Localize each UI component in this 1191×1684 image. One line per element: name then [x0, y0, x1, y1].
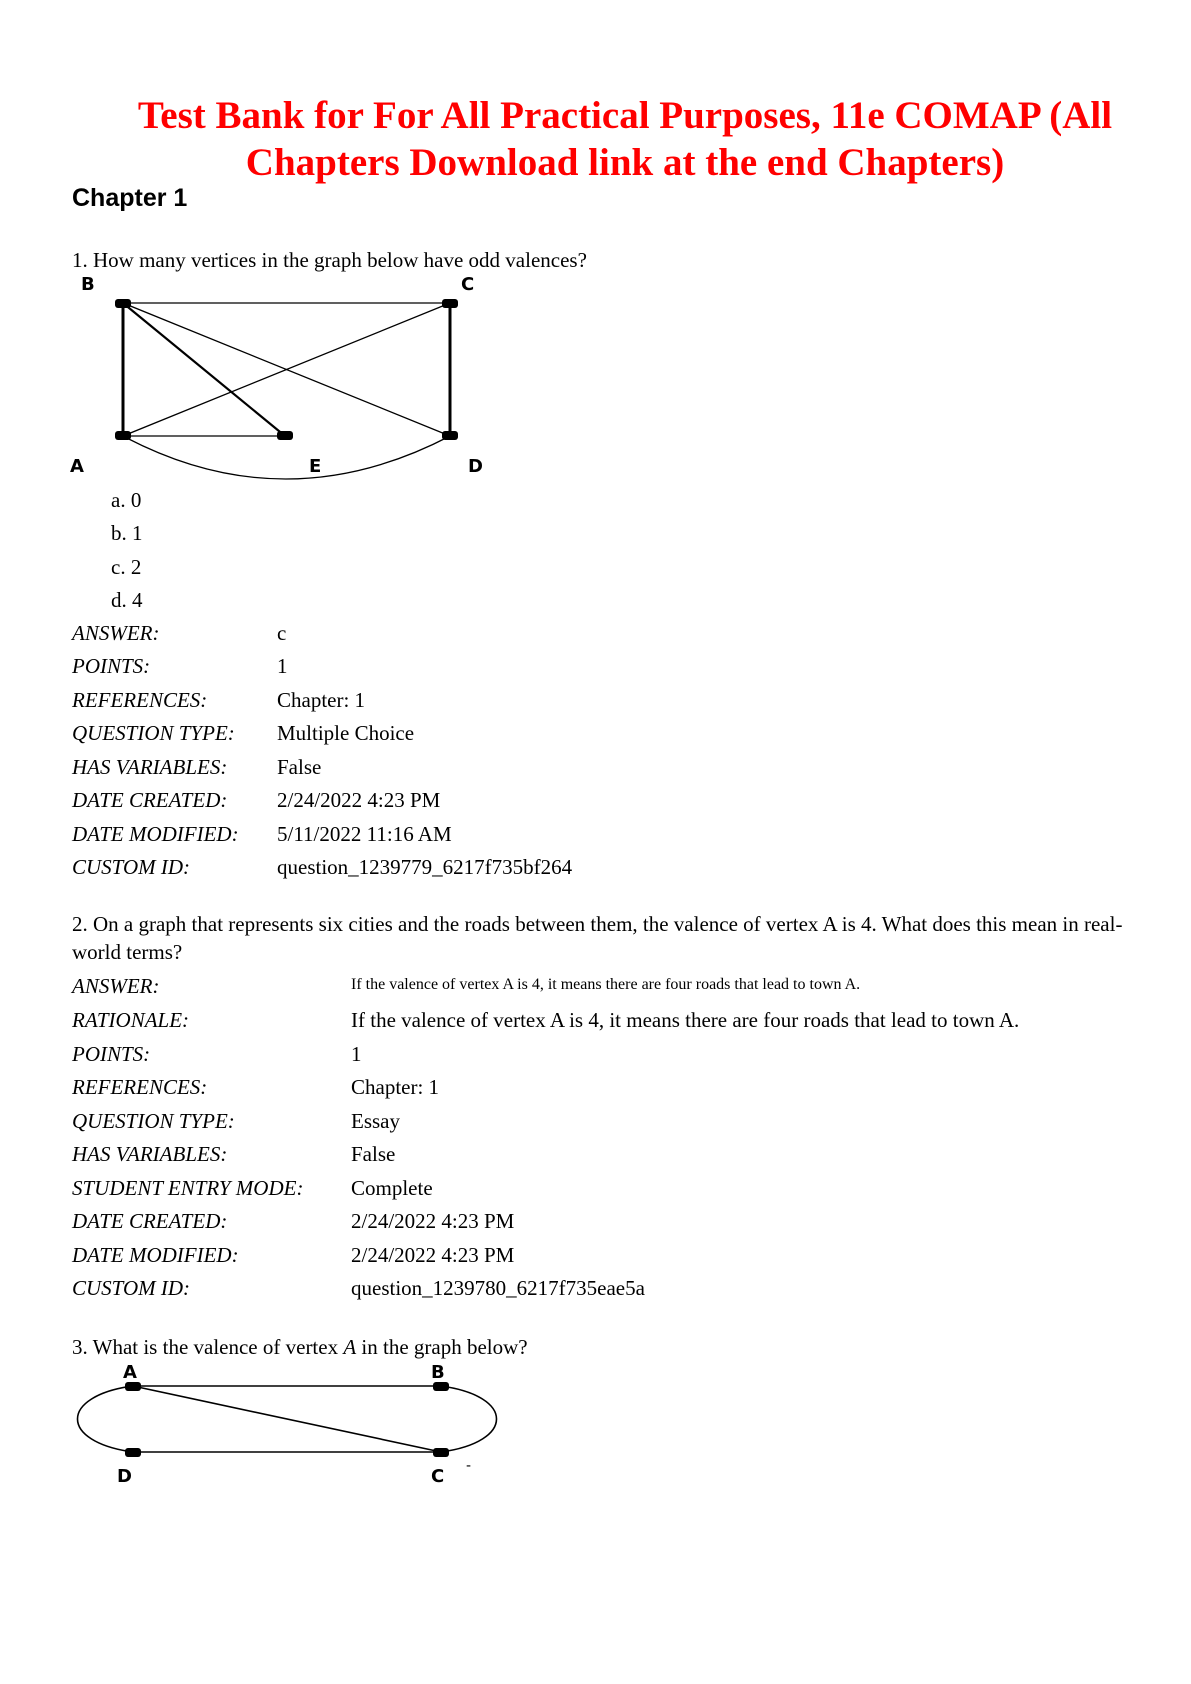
- edge-b-c-arc: [441, 1386, 497, 1452]
- question-1-option-d: d. 4: [111, 588, 143, 612]
- meta-value: Chapter: 1: [277, 688, 366, 712]
- vertex-label-c: C: [461, 274, 475, 295]
- vertex-label-b: B: [81, 274, 95, 295]
- question-3-text: [72, 1333, 528, 1361]
- meta-value: 1: [351, 1042, 362, 1066]
- vertex-a: [125, 1382, 141, 1391]
- vertex-c: [442, 299, 458, 308]
- vertex-b: [433, 1382, 449, 1391]
- vertex-a: [115, 431, 131, 440]
- meta-value: Complete: [351, 1176, 433, 1200]
- meta-value: 1: [277, 654, 288, 678]
- vertex-d: [442, 431, 458, 440]
- vertex-label-b: B: [431, 1362, 445, 1383]
- vertex-label-d: D: [117, 1466, 132, 1487]
- meta-key: DATE CREATED:: [72, 788, 228, 812]
- question-1-option-b: b. 1: [111, 521, 143, 545]
- meta-key: DATE MODIFIED:: [72, 1243, 239, 1267]
- question-3-text-end: in the graph below?: [356, 1335, 528, 1359]
- meta-value: If the valence of vertex A is 4, it means there are four roads that lead to town A.: [351, 1008, 1020, 1032]
- question-2-text: 2. On a graph that represents six cities and the roads between them, the valence of vertex A is 4. What does this mean in real-world terms?: [72, 912, 1123, 964]
- meta-key: STUDENT ENTRY MODE:: [72, 1176, 304, 1200]
- chapter-heading: Chapter 1: [72, 184, 188, 212]
- question-1-graph: [65, 270, 525, 485]
- meta-key: QUESTION TYPE:: [72, 1109, 235, 1133]
- meta-value: Chapter: 1: [351, 1075, 440, 1099]
- meta-key: HAS VARIABLES:: [72, 1142, 228, 1166]
- meta-key: ANSWER:: [72, 974, 160, 998]
- question-1-option-c: c. 2: [111, 555, 142, 579]
- meta-key: CUSTOM ID:: [72, 1276, 191, 1300]
- vertex-label-c: C: [431, 1466, 445, 1487]
- question-3-vertex-variable: A: [343, 1335, 357, 1359]
- edge-a-d-arc: [78, 1386, 134, 1452]
- meta-key: POINTS:: [72, 1042, 151, 1066]
- meta-value: 2/24/2022 4:23 PM: [351, 1209, 515, 1233]
- vertex-label-a: A: [70, 456, 84, 477]
- meta-value: 2/24/2022 4:23 PM: [277, 788, 441, 812]
- stray-mark: -: [466, 1458, 472, 1474]
- vertex-b: [115, 299, 131, 308]
- meta-key: DATE MODIFIED:: [72, 822, 239, 846]
- edge-a-d-arc: [123, 436, 450, 479]
- meta-key: REFERENCES:: [72, 1075, 208, 1099]
- meta-value: False: [277, 755, 322, 779]
- vertex-label-e: E: [309, 456, 322, 477]
- meta-value: Multiple Choice: [277, 721, 415, 745]
- document-title: Test Bank for For All Practical Purposes, 11e COMAP (All Chapters Download link at the end Chapters): [137, 94, 1113, 184]
- meta-value: False: [351, 1142, 396, 1166]
- meta-key: HAS VARIABLES:: [72, 755, 228, 779]
- vertex-label-a: A: [123, 1362, 137, 1383]
- edge-a-c: [133, 1386, 441, 1452]
- meta-value: Essay: [351, 1109, 400, 1133]
- vertex-label-d: D: [468, 456, 483, 477]
- meta-key: CUSTOM ID:: [72, 855, 191, 879]
- edge-b-e: [123, 303, 285, 436]
- vertex-c: [433, 1448, 449, 1457]
- meta-value: c: [277, 621, 287, 645]
- meta-key: ANSWER:: [72, 621, 160, 645]
- meta-value: If the valence of vertex A is 4, it means there are four roads that lead to town A.: [351, 976, 861, 993]
- meta-key: REFERENCES:: [72, 688, 208, 712]
- question-1-option-a: a. 0: [111, 488, 142, 512]
- meta-key: RATIONALE:: [72, 1008, 190, 1032]
- vertex-e: [277, 431, 293, 440]
- meta-value: 2/24/2022 4:23 PM: [351, 1243, 515, 1267]
- meta-key: DATE CREATED:: [72, 1209, 228, 1233]
- meta-value: question_1239780_6217f735eae5a: [351, 1276, 645, 1300]
- question-3-text-start: 3. What is the valence of vertex: [72, 1335, 344, 1359]
- question-3-graph: [65, 1358, 525, 1493]
- meta-value: 5/11/2022 11:16 AM: [277, 822, 452, 846]
- vertex-d: [125, 1448, 141, 1457]
- meta-key: QUESTION TYPE:: [72, 721, 235, 745]
- meta-key: POINTS:: [72, 654, 151, 678]
- meta-value: question_1239779_6217f735bf264: [277, 855, 573, 879]
- question-1-text: 1. How many vertices in the graph below have odd valences?: [72, 248, 587, 272]
